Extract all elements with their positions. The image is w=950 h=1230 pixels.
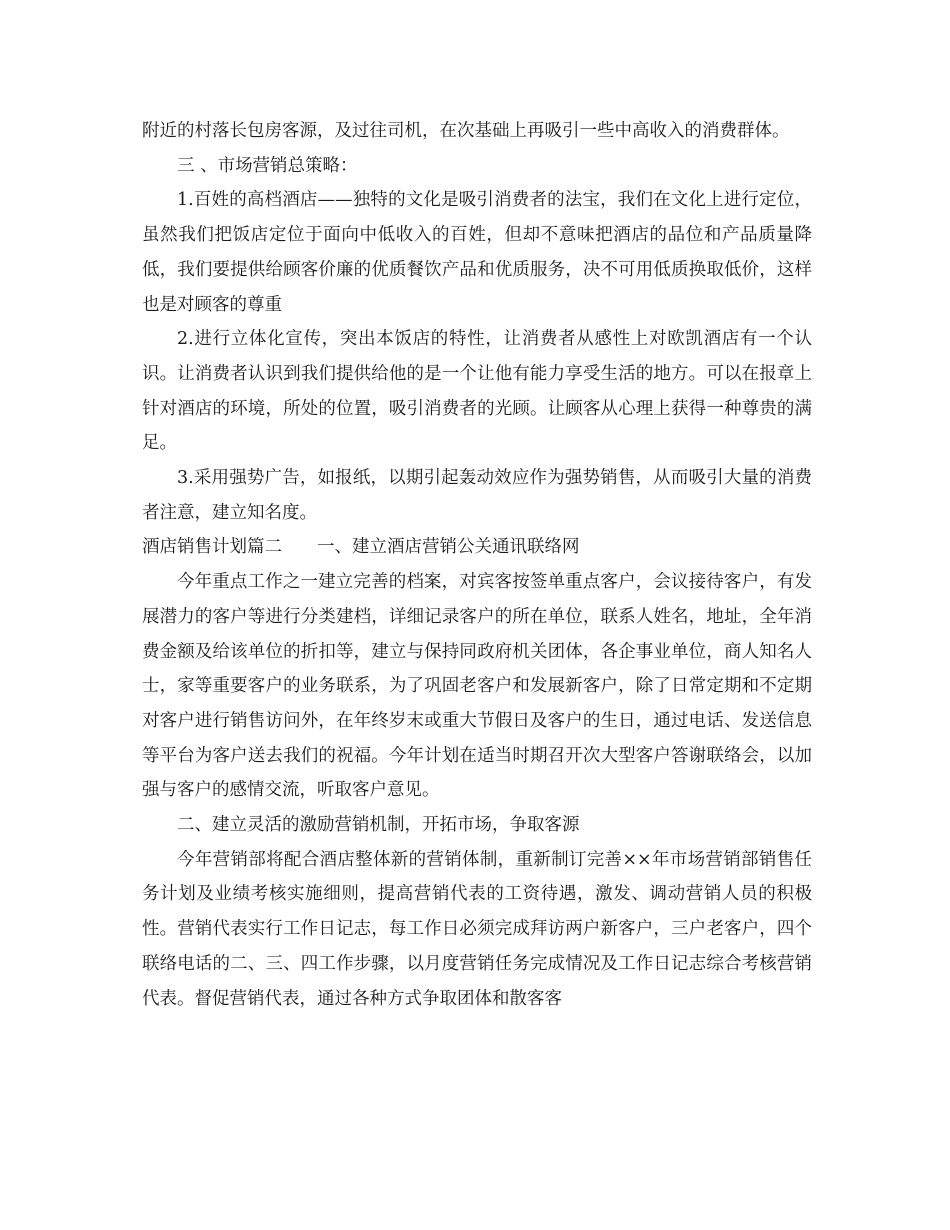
- section-title-plan-two: 酒店销售计划篇二 一、建立酒店营销公关通讯联络网: [142, 537, 580, 558]
- paragraph-archive: 今年重点工作之一建立完善的档案，对宾客按签单重点客户，会议接待客户，有发展潜力的客户等进行分类建档，详细记录客户的所在单位，联系人姓名，地址，全年消费金额及给该单位的折扣等，建立与保持同政府机关团体，各企事业单位，商人知名人士，家等重要客户的业务联系，为了巩固老客户和发展新客户，除了日常定期和不定期对客户进行销售访问外，在年终岁末或重大节假日及客户的生日，通过电话、发送信息等平台为客户送去我们的祝福。今年计划在适当时期召开次大型客户答谢联络会，以加强与客户的感情交流，听取客户意见。: [142, 572, 812, 801]
- paragraph-1: 附近的村落长包房客源，及过往司机，在次基础上再吸引一些中高收入的消费群体。: [142, 121, 790, 141]
- document-body: [142, 114, 812, 1016]
- paragraph-strategy-2: 2.进行立体化宣传，突出本饭店的特性，让消费者从感性上对欧凯酒店有一个认识。让消费者认识到我们提供给他的是一个让他有能力享受生活的地方。可以在报章上针对酒店的环境，所处的位置，吸引消费者的光顾。让顾客从心理上获得一种尊贵的满足。: [142, 329, 812, 454]
- paragraph-strategy-1: 1.百姓的高档酒店——独特的文化是吸引消费者的法宝，我们在文化上进行定位，虽然我们把饭店定位于面向中低收入的百姓，但却不意味把酒店的品位和产品质量降低，我们要提供给顾客价廉的优质餐饮产品和优质服务，决不可用低质换取低价，这样也是对顾客的尊重: [142, 190, 812, 315]
- section-heading-marketing-strategy: 三 、市场营销总策略：: [177, 155, 358, 176]
- paragraph-incentive: 今年营销部将配合酒店整体新的营销体制，重新制订完善××年市场营销部销售任务计划及业绩考核实施细则，提高营销代表的工资待遇，激发、调动营销人员的积极性。营销代表实行工作日记志，每工作日必须完成拜访两户新客户，三户老客户，四个联络电话的二、三、四工作步骤，以月度营销任务完成情况及工作日记志综合考核营销代表。督促营销代表，通过各种方式争取团体和散客客: [142, 849, 812, 1009]
- paragraph-strategy-3: 3.采用强势广告，如报纸，以期引起轰动效应作为强势销售，从而吸引大量的消费者注意，建立知名度。: [142, 468, 812, 523]
- section-heading-incentive: 二、建立灵活的激励营销机制，开拓市场，争取客源: [177, 815, 580, 836]
